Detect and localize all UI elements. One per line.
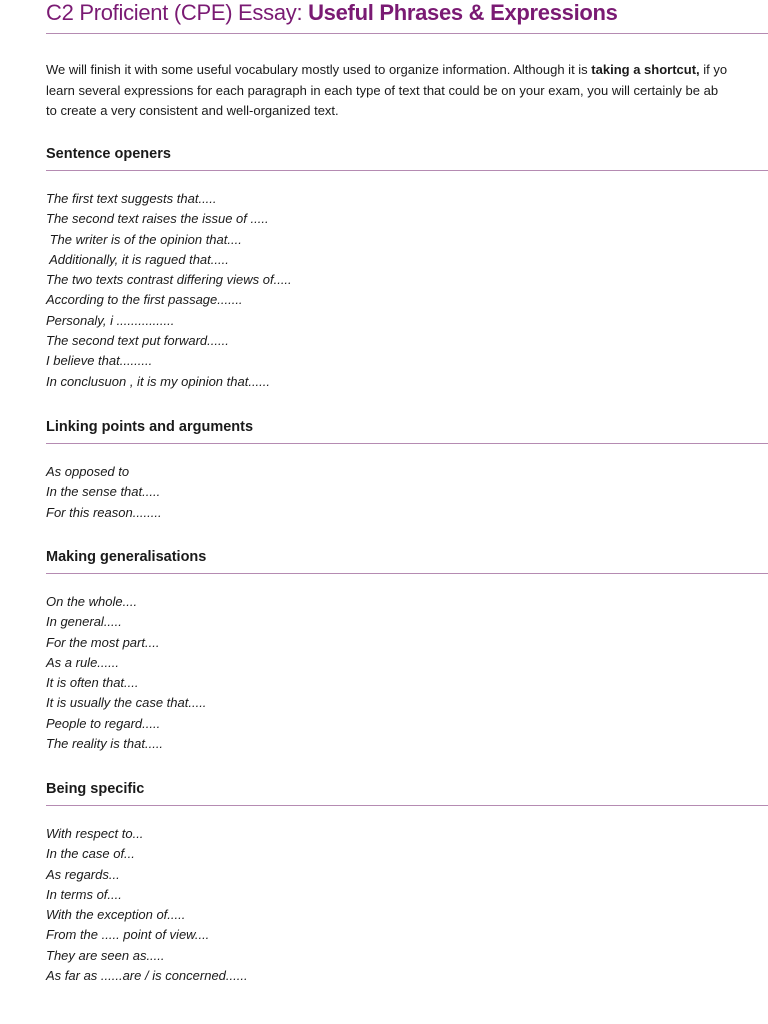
section-heading: Linking points and arguments: [46, 419, 254, 435]
intro-line-1-bold: taking a shortcut,: [591, 62, 700, 77]
list-item: It is often that....: [46, 675, 139, 691]
list-item: Additionally, it is ragued that.....: [46, 251, 229, 267]
phrase-list: [46, 592, 768, 754]
list-item: The first text suggests that.....: [46, 191, 217, 206]
list-item: As regards...: [46, 866, 120, 882]
intro-paragraph: [46, 60, 768, 122]
article: [46, 0, 768, 984]
list-item: The writer is of the opinion that....: [46, 231, 242, 247]
section-heading: Making generalisations: [46, 549, 207, 565]
phrase-list: [46, 462, 768, 523]
list-item: In the case of...: [46, 846, 135, 862]
list-item: In terms of....: [46, 886, 122, 902]
intro-line-3: to create a very consistent and well-organized text.: [46, 103, 339, 118]
list-item: With the exception of.....: [46, 907, 186, 923]
phrase-list: [46, 824, 768, 986]
list-item: For this reason........: [46, 504, 162, 520]
list-item: As a rule......: [46, 654, 119, 670]
list-item: The reality is that.....: [46, 736, 164, 752]
intro-line-2: learn several expressions for each paragraph in each type of text that could be on your exam, you will certainly be ab: [46, 82, 719, 98]
title-divider: [46, 33, 768, 34]
list-item: It is usually the case that.....: [46, 695, 207, 711]
section-divider: [46, 443, 768, 444]
section-sentence-openers: [46, 145, 768, 392]
list-item: For the most part....: [46, 634, 160, 650]
list-item: In conclusuon , it is my opinion that......: [46, 373, 271, 389]
list-item: According to the first passage.......: [46, 292, 243, 308]
section-heading: Being specific: [46, 781, 145, 797]
section-divider: [46, 573, 768, 574]
list-item: From the ..... point of view....: [46, 927, 210, 943]
section-divider: [46, 805, 768, 806]
section-heading: Sentence openers: [46, 146, 171, 162]
phrase-list: [46, 189, 768, 392]
intro-line-1-text-a: We will finish it with some useful vocabulary mostly used to organize information. Although it is: [46, 62, 592, 77]
section-linking-points: [46, 418, 768, 523]
list-item: The two texts contrast differing views of.....: [46, 272, 292, 288]
list-item: With respect to...: [46, 826, 144, 841]
section-divider: [46, 170, 768, 171]
list-item: In the sense that.....: [46, 484, 161, 500]
page-title-prefix: C2 Proficient (CPE) Essay:: [46, 0, 309, 25]
list-item: The second text put forward......: [46, 333, 229, 349]
list-item: The second text raises the issue of .....: [46, 211, 269, 227]
list-item: As opposed to: [46, 464, 130, 479]
section-making-generalisations: [46, 548, 768, 754]
intro-line-1-text-b: if yo: [699, 62, 728, 77]
list-item: On the whole....: [46, 594, 138, 609]
page-title: [46, 0, 768, 30]
list-item: In general.....: [46, 614, 122, 630]
section-being-specific: [46, 780, 768, 986]
list-item: As far as ......are / is concerned......: [46, 968, 248, 984]
page-title-bold: Useful Phrases & Expressions: [308, 0, 618, 25]
list-item: People to regard.....: [46, 715, 161, 731]
list-item: They are seen as.....: [46, 947, 165, 963]
list-item: I believe that.........: [46, 353, 153, 369]
intro-line-1: [46, 60, 768, 81]
list-item: Personaly, i ................: [46, 312, 175, 328]
